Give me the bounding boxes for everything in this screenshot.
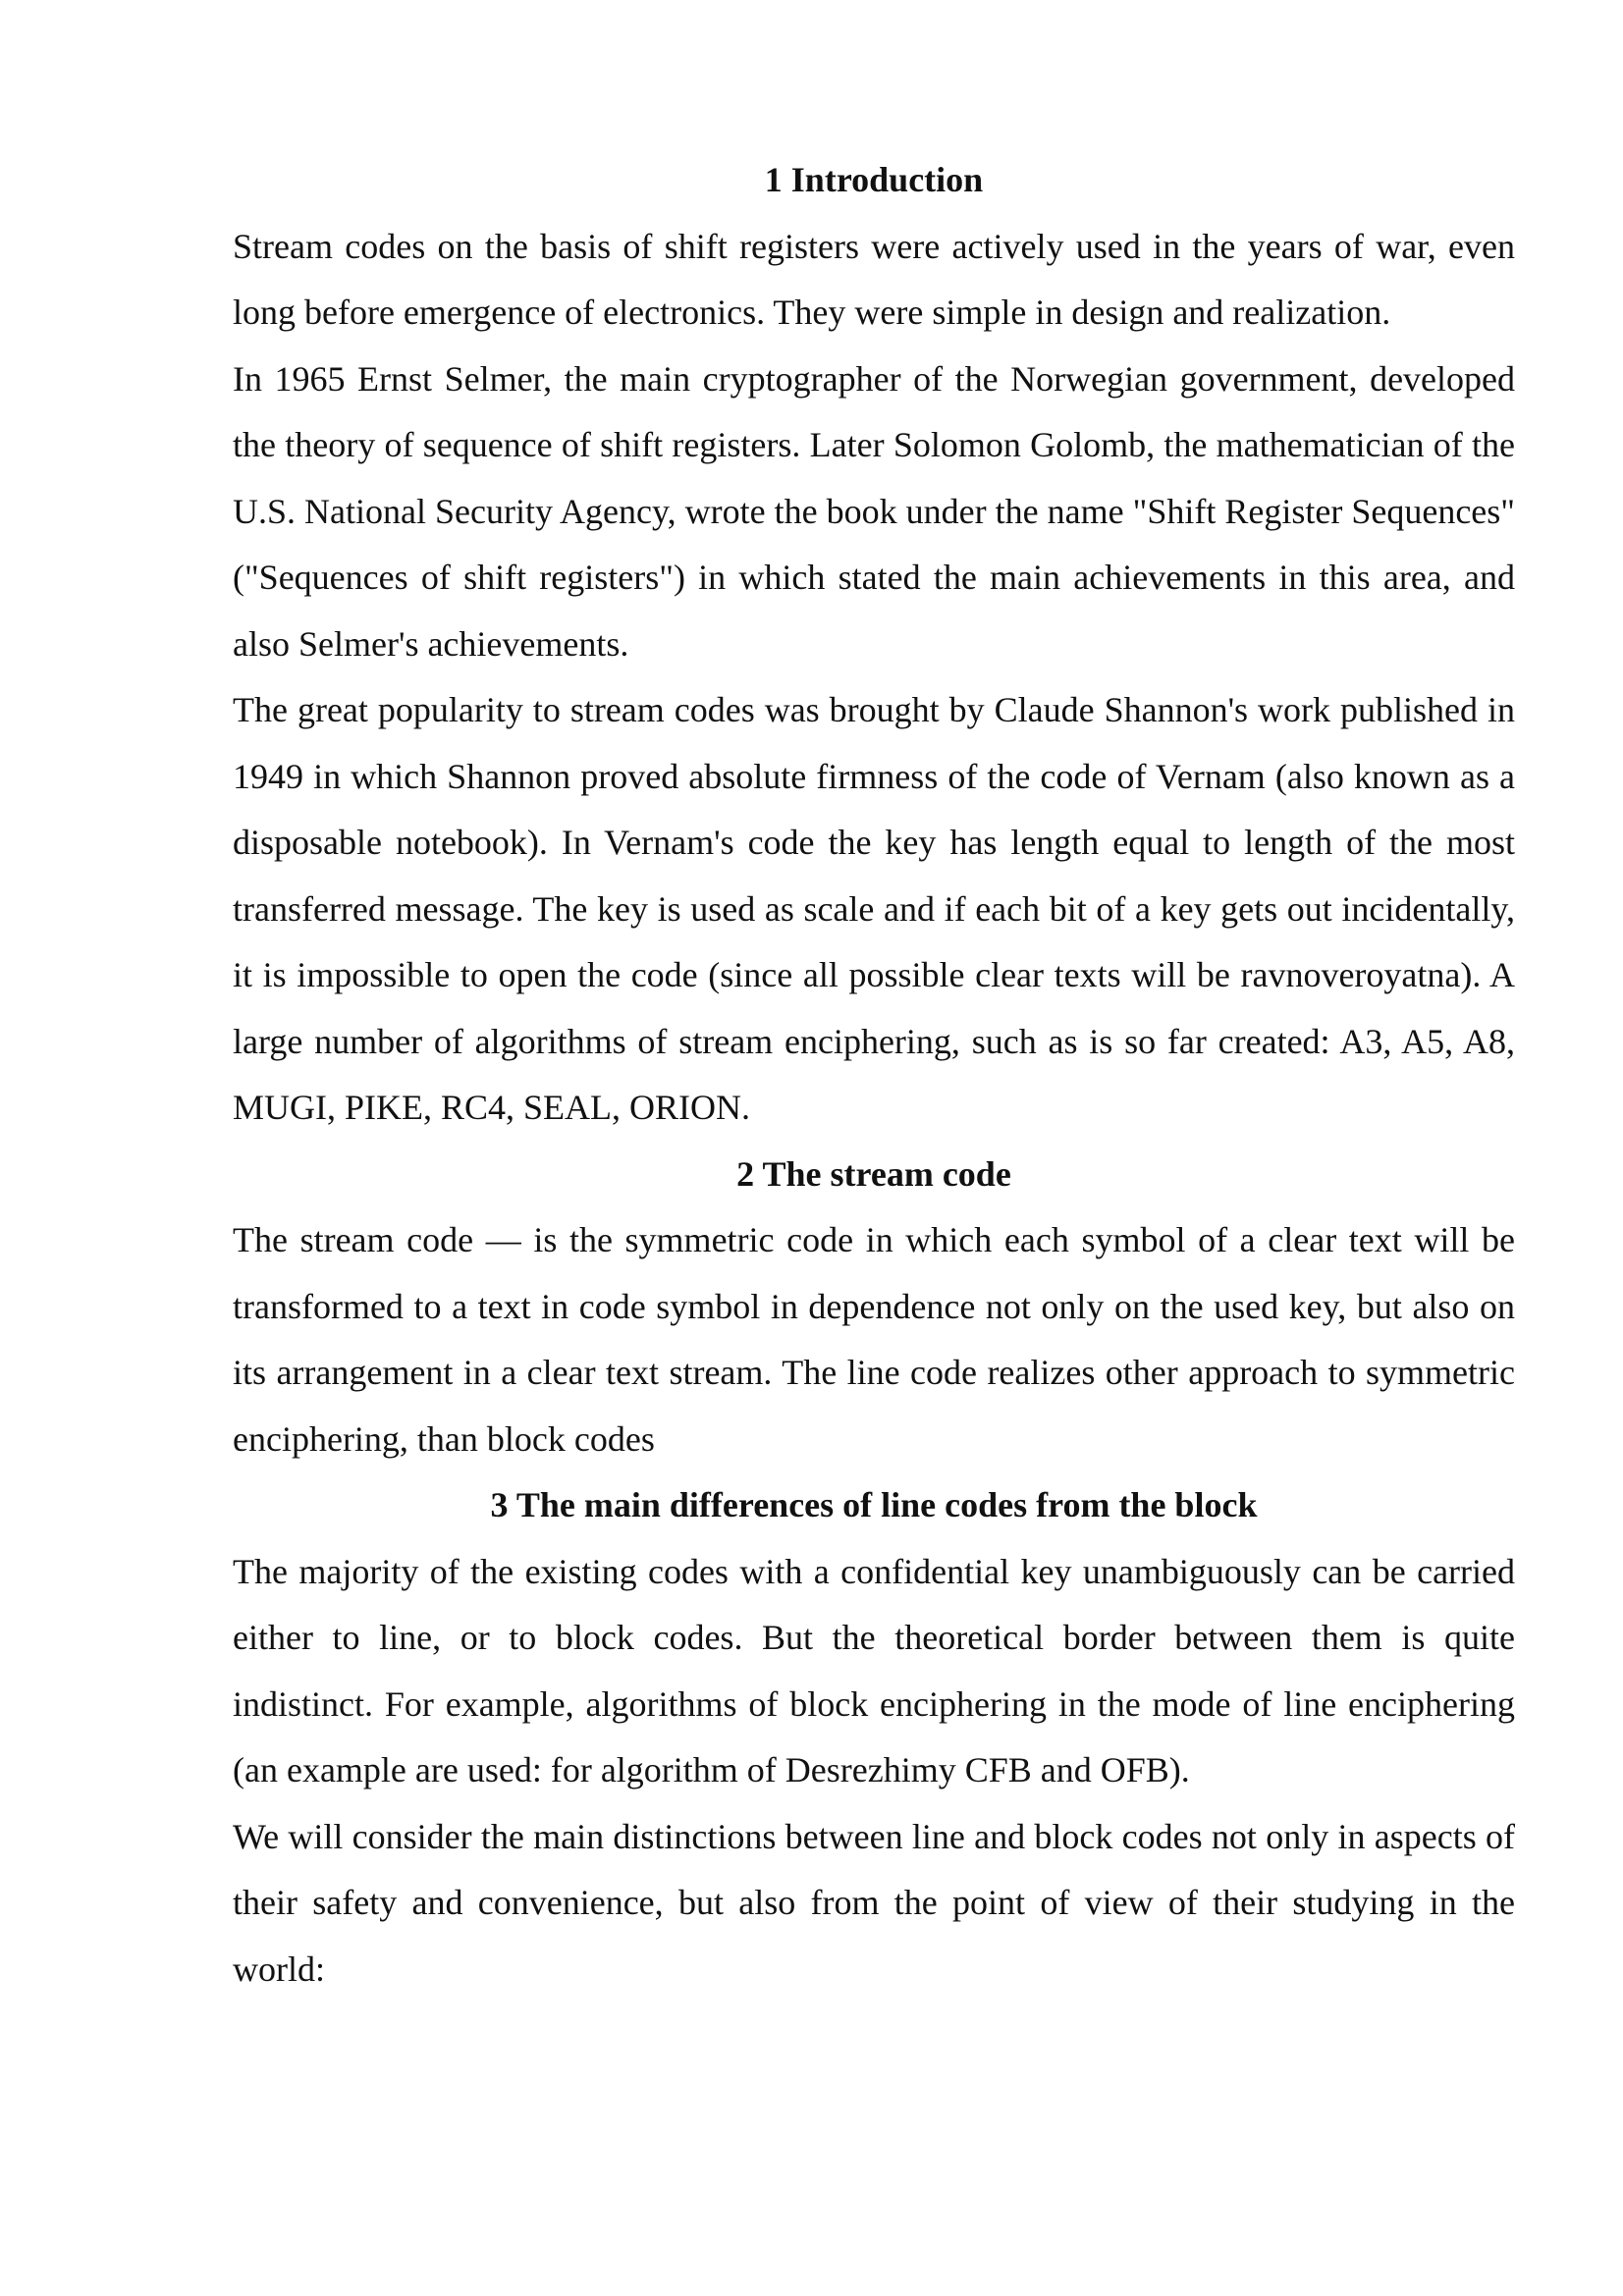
- section-heading: 1 Introduction: [764, 160, 984, 199]
- section-heading: 3 The main differences of line codes from the block: [490, 1485, 1258, 1524]
- document-page: [233, 147, 1515, 2002]
- paragraph: The great popularity to stream codes was brought by Claude Shannon's work published in 1949 in which Shannon proved absolute firmness of the code of Vernam (also known as a disposable notebook). In Vernam's code the key has length equal to length of the most transferred message. The key is used as scale and if each bit of a key gets out incidentally, it is impossible to open the code (since all possible clear texts will be ravnoveroyatna). A large number of algorithms of stream enciphering, such as is so far created: A3, A5, A8, MUGI, PIKE, RC4, SEAL, ORION.: [233, 690, 1515, 1127]
- paragraph: Stream codes on the basis of shift registers were actively used in the years of war, even long before emergence of electronics. They were simple in design and realization.: [233, 226, 1515, 332]
- section-main-differences: [233, 1472, 1515, 2002]
- section-introduction: [233, 147, 1515, 1142]
- paragraph: We will consider the main distinctions between line and block codes not only in aspects of their safety and convenience, but also from the point of view of their studying in the world:: [233, 1816, 1515, 1989]
- paragraph: The majority of the existing codes with a confidential key unambiguously can be carried either to line, or to block codes. But the theoretical border between them is quite indistinct. For example, algorithms of block enciphering in the mode of line enciphering (an example are used: for algorithm of Desrezhimy CFB and OFB).: [233, 1551, 1515, 1789]
- section-stream-code: [233, 1142, 1515, 1473]
- paragraph: In 1965 Ernst Selmer, the main cryptographer of the Norwegian government, developed the theory of sequence of shift registers. Later Solomon Golomb, the mathematician of the U.S. National Security Agency, wrote the book under the name "Shift Register Sequences" ("Sequences of shift registers") in which stated the main achievements in this area, and also Selmer's achievements.: [233, 358, 1515, 664]
- section-heading: 2 The stream code: [736, 1153, 1011, 1194]
- paragraph: The stream code — is the symmetric code in which each symbol of a clear text will be transformed to a text in code symbol in dependence not only on the used key, but also on its arrangement in a clear text stream. The line code realizes other approach to symmetric enciphering, than block codes: [233, 1220, 1515, 1459]
